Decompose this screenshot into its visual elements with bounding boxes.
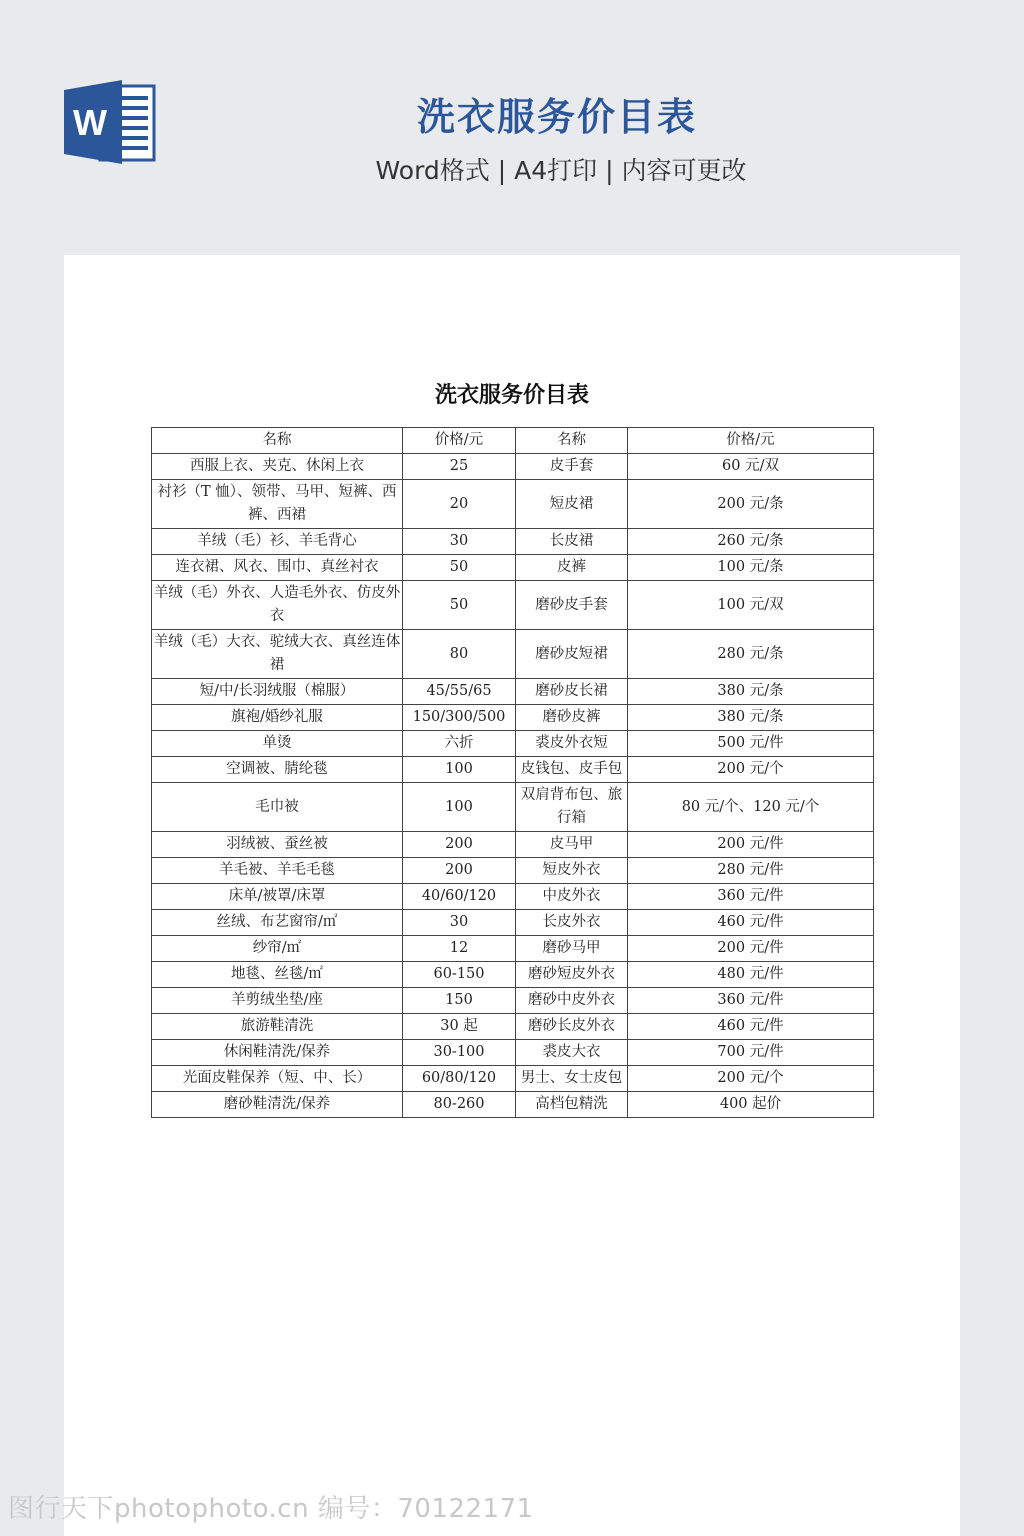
row-item-price-2: 200 元/条 <box>628 480 874 529</box>
template-banner <box>0 0 1024 255</box>
header-price-2: 价格/元 <box>628 428 874 454</box>
row-item-price: 30 起 <box>403 1014 516 1040</box>
table-row <box>152 910 874 936</box>
row-item-name-2: 磨砂皮短裙 <box>516 630 628 679</box>
row-item-price: 80-260 <box>403 1092 516 1118</box>
table-row <box>152 1092 874 1118</box>
row-item-name-2: 中皮外衣 <box>516 884 628 910</box>
table-row <box>152 858 874 884</box>
row-item-price-2: 360 元/件 <box>628 884 874 910</box>
row-item-name: 纱帘/㎡ <box>152 936 403 962</box>
row-item-name-2: 皮手套 <box>516 454 628 480</box>
row-item-price: 100 <box>403 757 516 783</box>
table-row <box>152 783 874 832</box>
row-item-name-2: 磨砂马甲 <box>516 936 628 962</box>
row-item-price-2: 280 元/件 <box>628 858 874 884</box>
table-row <box>152 1066 874 1092</box>
row-item-name: 休闲鞋清洗/保养 <box>152 1040 403 1066</box>
row-item-name: 地毯、丝毯/㎡ <box>152 962 403 988</box>
table-row <box>152 962 874 988</box>
table-row <box>152 936 874 962</box>
row-item-name: 光面皮鞋保养（短、中、长） <box>152 1066 403 1092</box>
row-item-name-2: 磨砂长皮外衣 <box>516 1014 628 1040</box>
row-item-price-2: 100 元/条 <box>628 555 874 581</box>
row-item-price: 20 <box>403 480 516 529</box>
table-header-row <box>152 428 874 454</box>
document-title: 洗衣服务价目表 <box>434 382 589 408</box>
row-item-price-2: 200 元/个 <box>628 757 874 783</box>
row-item-price-2: 700 元/件 <box>628 1040 874 1066</box>
row-item-name-2: 磨砂皮裤 <box>516 705 628 731</box>
table-row <box>152 480 874 529</box>
table-row <box>152 884 874 910</box>
row-item-name: 短/中/长羽绒服（棉服） <box>152 679 403 705</box>
row-item-name-2: 长皮外衣 <box>516 910 628 936</box>
table-row <box>152 679 874 705</box>
row-item-name: 西服上衣、夹克、休闲上衣 <box>152 454 403 480</box>
row-item-name-2: 长皮裙 <box>516 529 628 555</box>
row-item-name: 单烫 <box>152 731 403 757</box>
row-item-name-2: 短皮外衣 <box>516 858 628 884</box>
row-item-name-2: 磨砂中皮外衣 <box>516 988 628 1014</box>
row-item-name-2: 裘皮大衣 <box>516 1040 628 1066</box>
banner-title: 洗衣服务价目表 <box>416 95 697 139</box>
row-item-name: 空调被、腈纶毯 <box>152 757 403 783</box>
row-item-name: 床单/被罩/床罩 <box>152 884 403 910</box>
table-row <box>152 454 874 480</box>
row-item-price-2: 200 元/件 <box>628 936 874 962</box>
row-item-name: 旅游鞋清洗 <box>152 1014 403 1040</box>
row-item-price-2: 100 元/双 <box>628 581 874 630</box>
row-item-price-2: 360 元/件 <box>628 988 874 1014</box>
row-item-name-2: 皮马甲 <box>516 832 628 858</box>
row-item-price-2: 480 元/件 <box>628 962 874 988</box>
table-row <box>152 988 874 1014</box>
price-table <box>151 427 874 1118</box>
watermark: 图行天下photophoto.cn 编号：70122171 <box>8 1494 534 1524</box>
header-name-2: 名称 <box>516 428 628 454</box>
row-item-name-2: 双肩背布包、旅行箱 <box>516 783 628 832</box>
row-item-name: 毛巾被 <box>152 783 403 832</box>
table-row <box>152 832 874 858</box>
row-item-price: 30 <box>403 910 516 936</box>
table-row <box>152 757 874 783</box>
row-item-name-2: 皮钱包、皮手包 <box>516 757 628 783</box>
row-item-name: 羊绒（毛）外衣、人造毛外衣、仿皮外衣 <box>152 581 403 630</box>
row-item-name-2: 男士、女士皮包 <box>516 1066 628 1092</box>
row-item-name-2: 磨砂短皮外衣 <box>516 962 628 988</box>
row-item-price-2: 460 元/件 <box>628 910 874 936</box>
row-item-price: 150 <box>403 988 516 1014</box>
row-item-name: 旗袍/婚纱礼服 <box>152 705 403 731</box>
row-item-price: 45/55/65 <box>403 679 516 705</box>
row-item-price-2: 380 元/条 <box>628 679 874 705</box>
row-item-price: 六折 <box>403 731 516 757</box>
row-item-name-2: 裘皮外衣短 <box>516 731 628 757</box>
table-row <box>152 731 874 757</box>
table-row <box>152 529 874 555</box>
row-item-price: 12 <box>403 936 516 962</box>
row-item-price-2: 280 元/条 <box>628 630 874 679</box>
table-row <box>152 705 874 731</box>
table-row <box>152 581 874 630</box>
row-item-price-2: 80 元/个、120 元/个 <box>628 783 874 832</box>
svg-text:W: W <box>73 102 107 143</box>
row-item-name: 羊剪绒坐垫/座 <box>152 988 403 1014</box>
row-item-name: 羊绒（毛）衫、羊毛背心 <box>152 529 403 555</box>
row-item-price-2: 460 元/件 <box>628 1014 874 1040</box>
row-item-name-2: 磨砂皮长裙 <box>516 679 628 705</box>
header-name-1: 名称 <box>152 428 403 454</box>
row-item-price-2: 200 元/个 <box>628 1066 874 1092</box>
row-item-price-2: 60 元/双 <box>628 454 874 480</box>
price-table-body <box>152 454 874 1118</box>
row-item-price-2: 400 起价 <box>628 1092 874 1118</box>
row-item-price: 30-100 <box>403 1040 516 1066</box>
row-item-name: 羽绒被、蚕丝被 <box>152 832 403 858</box>
table-row <box>152 630 874 679</box>
header-price-1: 价格/元 <box>403 428 516 454</box>
row-item-price: 60/80/120 <box>403 1066 516 1092</box>
row-item-price: 200 <box>403 832 516 858</box>
row-item-name: 羊绒（毛）大衣、驼绒大衣、真丝连体裙 <box>152 630 403 679</box>
row-item-price: 40/60/120 <box>403 884 516 910</box>
row-item-name-2: 短皮裙 <box>516 480 628 529</box>
row-item-price: 100 <box>403 783 516 832</box>
row-item-price: 30 <box>403 529 516 555</box>
row-item-price: 80 <box>403 630 516 679</box>
row-item-name: 连衣裙、风衣、围巾、真丝衬衣 <box>152 555 403 581</box>
row-item-price: 50 <box>403 555 516 581</box>
row-item-name: 丝绒、布艺窗帘/㎡ <box>152 910 403 936</box>
row-item-price-2: 500 元/件 <box>628 731 874 757</box>
table-row <box>152 555 874 581</box>
row-item-price-2: 380 元/条 <box>628 705 874 731</box>
row-item-price: 200 <box>403 858 516 884</box>
row-item-price-2: 200 元/件 <box>628 832 874 858</box>
row-item-name: 磨砂鞋清洗/保养 <box>152 1092 403 1118</box>
banner-subtitle: Word格式 | A4打印 | 内容可更改 <box>375 156 747 185</box>
row-item-price: 50 <box>403 581 516 630</box>
row-item-name: 衬衫（T 恤）、领带、马甲、短裤、西裤、西裙 <box>152 480 403 529</box>
table-row <box>152 1014 874 1040</box>
row-item-price: 150/300/500 <box>403 705 516 731</box>
row-item-name-2: 高档包精洗 <box>516 1092 628 1118</box>
table-row <box>152 1040 874 1066</box>
row-item-price: 25 <box>403 454 516 480</box>
row-item-price-2: 260 元/条 <box>628 529 874 555</box>
row-item-name-2: 皮裤 <box>516 555 628 581</box>
row-item-name: 羊毛被、羊毛毛毯 <box>152 858 403 884</box>
row-item-name-2: 磨砂皮手套 <box>516 581 628 630</box>
row-item-price: 60-150 <box>403 962 516 988</box>
